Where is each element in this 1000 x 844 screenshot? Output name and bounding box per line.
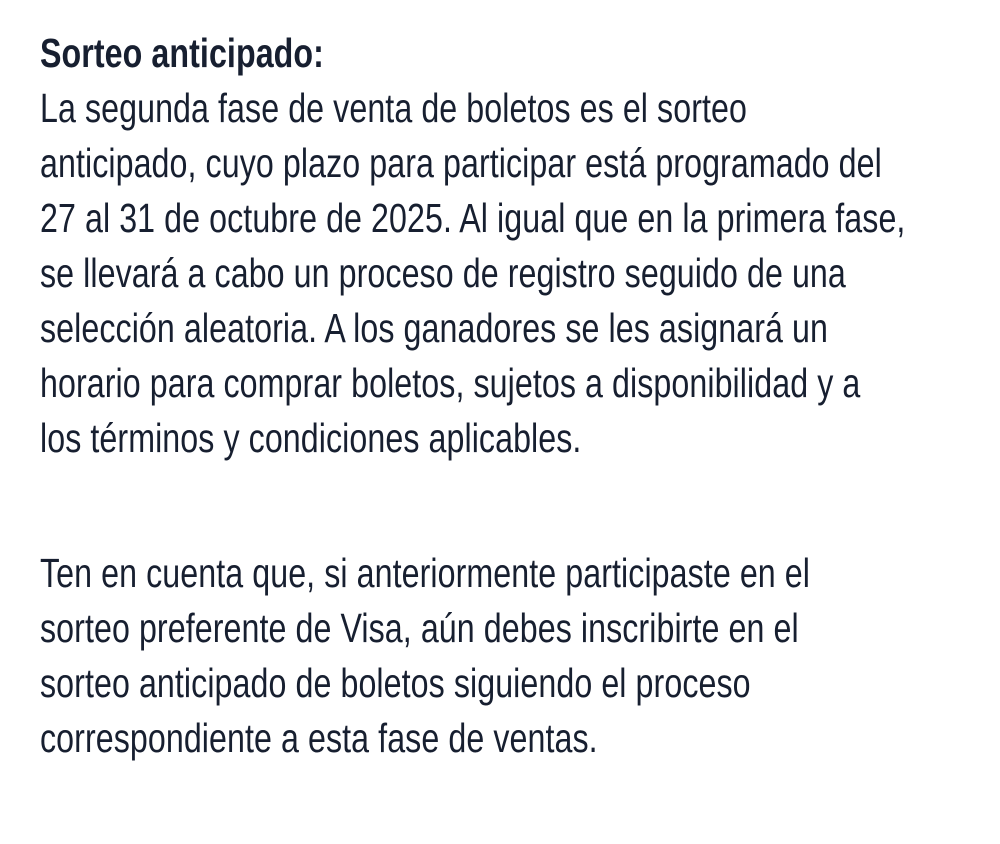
paragraph-sorteo-details [40,81,966,466]
text-line: correspondiente a esta fase de ventas. [40,715,598,761]
text-line: 27 al 31 de octubre de 2025. Al igual que en la primera fase, [40,195,906,241]
section-heading: Sorteo anticipado: [40,30,324,76]
text-line: selección aleatoria. A los ganadores se les asignará un [40,305,829,351]
text-line: se llevará a cabo un proceso de registro seguido de una [40,250,846,296]
text-line: Ten en cuenta que, si anteriormente participaste en el [40,550,811,596]
text-line: los términos y condiciones aplicables. [40,415,582,461]
text-column [40,26,966,766]
text-line: La segunda fase de venta de boletos es el sorteo [40,85,747,131]
text-line: sorteo preferente de Visa, aún debes inscribirte en el [40,605,799,651]
text-line: anticipado, cuyo plazo para participar está programado del [40,140,882,186]
paragraph-visa-note [40,546,966,766]
text-line: sorteo anticipado de boletos siguiendo el proceso [40,660,751,706]
text-line: horario para comprar boletos, sujetos a disponibilidad y a [40,360,861,406]
